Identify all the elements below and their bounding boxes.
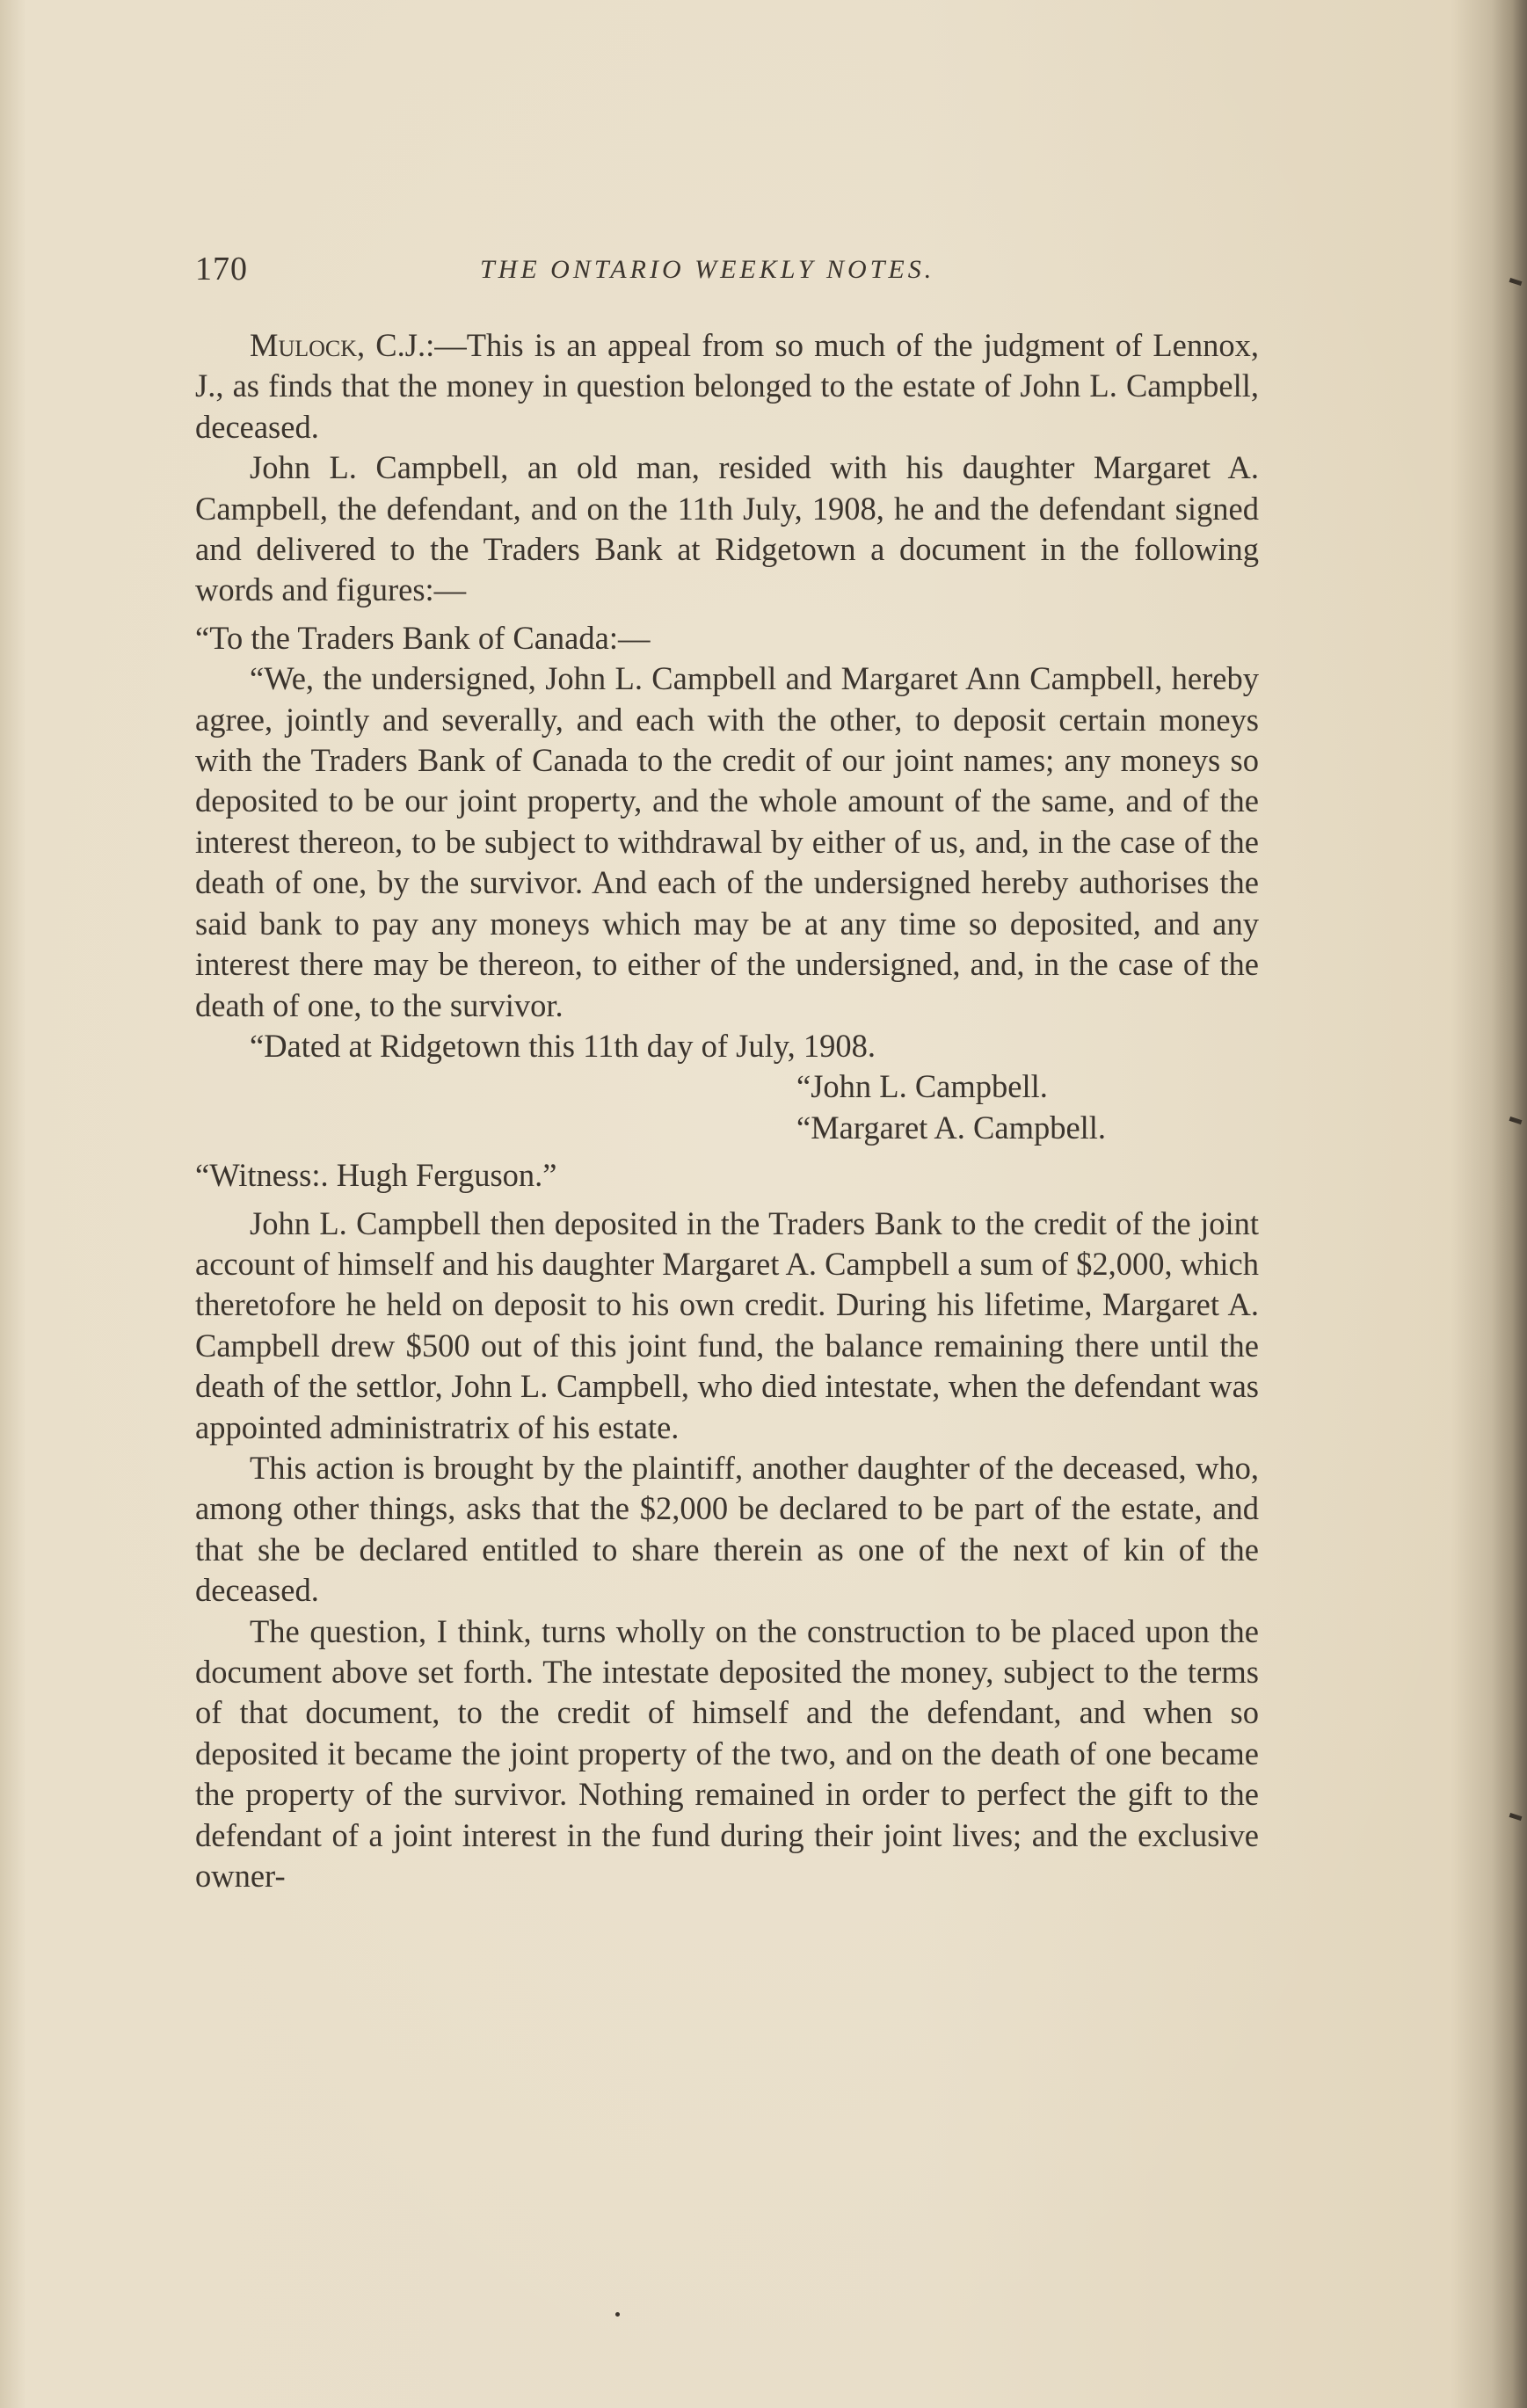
page-header	[195, 250, 1259, 294]
signature-margaret: “Margaret A. Campbell.	[796, 1109, 1107, 1146]
signature-john: “John L. Campbell.	[796, 1068, 1048, 1105]
quote-salutation: “To the Traders Bank of Canada:—	[195, 619, 651, 656]
running-head: THE ONTARIO WEEKLY NOTES.	[480, 255, 935, 284]
page-number: 170	[195, 251, 248, 287]
paragraph-deposit: John L. Campbell then deposited in the Traders Bank to the credit of the joint account of himself and his daughter Margaret A. Campbell a sum of $2,000, which theretofore he held on deposit to his own credit. During his lifetime, Margaret A. Campbell drew $500 out of this joint fund, the balance remaining there until the death of the settlor, John L. Campbell, who died intestate, when the defendant was appointed administratrix of his estate.	[195, 1204, 1259, 1445]
quote-date: “Dated at Ridgetown this 11th day of July, 1908.	[250, 1027, 876, 1064]
page-right-edge	[1492, 0, 1527, 2408]
ink-speck	[615, 2312, 620, 2317]
paragraph-judgment-intro	[195, 325, 1259, 447]
page-left-edge	[0, 0, 26, 2408]
paragraph-question: The question, I think, turns wholly on the construction to be placed upon the document above set forth. The intestate deposited the money, subject to the terms of that document, to the credit of himself and the defendant, and when so deposited it became the joint property of the two, and on the death of one became the property of the survivor. Nothing remained in order to perfect the gift to the defendant of a joint interest in the fund during their joint lives; and the exclusive owner-	[195, 1612, 1259, 1895]
quote-body: “We, the undersigned, John L. Campbell and Margaret Ann Campbell, hereby agree, jointly and severally, and each with the other, to deposit certain moneys with the Traders Bank of Canada to the credit of our joint names; any moneys so deposited to be our joint property, and the whole amount of the same, and of the interest thereon, to be subject to withdrawal by either of us, and, in the case of the death of one, by the survivor. And each of the undersigned hereby authorises the said bank to pay any moneys which may be at any time so deposited, and any interest there may be thereon, to either of the undersigned, and, in the case of the death of one, to the survivor.	[195, 660, 1259, 1023]
body-text	[195, 325, 1259, 1896]
judge-name: Mulock, C.J.	[250, 327, 426, 363]
paragraph-action: This action is brought by the plaintiff, another daughter of the deceased, who, among other things, asks that the $2,000 be declared to be part of the estate, and that she be declared entitled to share therein as one of the next of kin of the deceased.	[195, 1449, 1259, 1609]
paragraph-facts: John L. Campbell, an old man, resided with his daughter Margaret A. Campbell, the defendant, and on the 11th July, 1908, he and the defendant signed and delivered to the Traders Bank at Ridgetown a document in the following words and figures:—	[195, 449, 1259, 608]
paragraph-text: :—This is an appeal from so much of the judgment of Lennox, J., as finds that the money in question belonged to the estate of John L. Campbell, deceased.	[195, 327, 1259, 445]
witness-line: “Witness:. Hugh Ferguson.”	[195, 1157, 557, 1194]
